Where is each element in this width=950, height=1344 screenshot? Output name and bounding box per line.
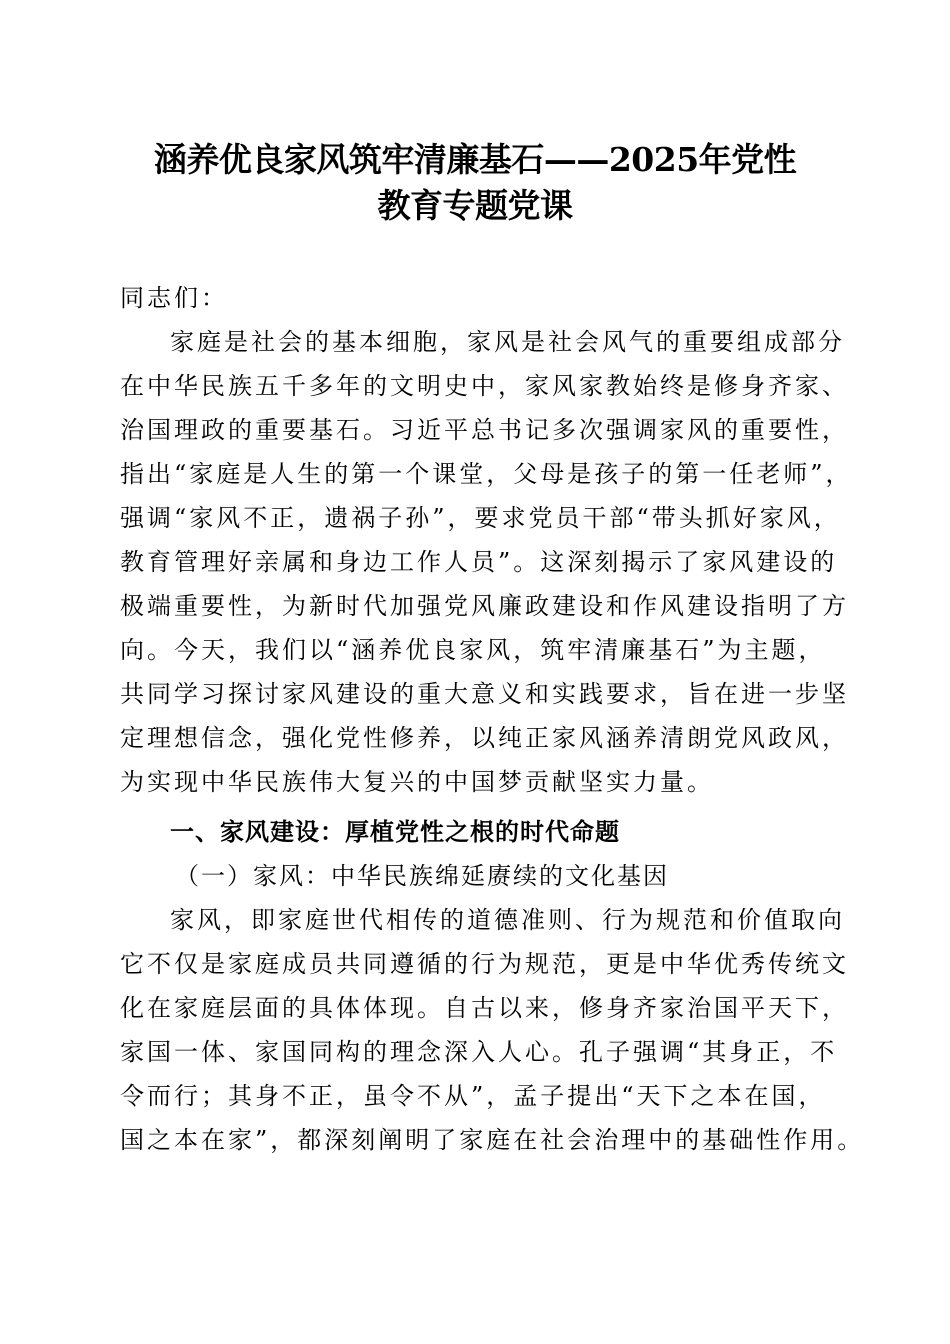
paragraph-1-line: 治国理政的重要基石。习近平总书记多次强调家风的重要性，	[120, 416, 849, 444]
paragraph-2-line: 国之本在家”，都深刻阐明了家庭在社会治理中的基础性作用。	[120, 1126, 865, 1154]
paragraph-1-line: 强调“家风不正，遗祸子孙”，要求党员干部“带头抓好家风，	[120, 504, 841, 532]
paragraph-1-line: 在中华民族五千多年的文明史中，家风家教始终是修身齐家、	[120, 372, 849, 400]
paragraph-1-line: 定理想信念，强化党性修养，以纯正家风涵养清朗党风政风，	[120, 724, 849, 752]
document-title-line-2: 教育专题党课	[377, 186, 573, 225]
paragraph-1-line: 极端重要性，为新时代加强党风廉政建设和作风建设指明了方	[120, 592, 849, 620]
paragraph-2-line: 家风，即家庭世代相传的道德准则、行为规范和价值取向	[170, 906, 845, 934]
paragraph-2-line: 家国一体、家国同构的理念深入人心。孔子强调“其身正，不	[120, 1038, 838, 1066]
subsection-1-heading: （一）家风：中华民族绵延赓续的文化基因	[175, 862, 669, 890]
paragraph-1-line: 教育管理好亲属和身边工作人员”。这深刻揭示了家风建设的	[120, 548, 838, 576]
salutation: 同志们：	[120, 284, 228, 312]
paragraph-2-line: 它不仅是家庭成员共同遵循的行为规范，更是中华优秀传统文	[120, 950, 849, 978]
paragraph-1-line: 指出“家庭是人生的第一个课堂，父母是孩子的第一任老师”，	[120, 460, 853, 488]
paragraph-1-line: 为实现中华民族伟大复兴的中国梦贡献坚实力量。	[120, 768, 714, 796]
paragraph-2-line: 令而行；其身不正，虽令不从”，孟子提出“天下之本在国，	[120, 1082, 826, 1110]
section-1-heading: 一、家风建设：厚植党性之根的时代命题	[170, 818, 620, 846]
paragraph-1-line: 家庭是社会的基本细胞，家风是社会风气的重要组成部分	[170, 328, 845, 356]
paragraph-2-line: 化在家庭层面的具体体现。自古以来，修身齐家治国平天下，	[120, 994, 849, 1022]
paragraph-1-line: 共同学习探讨家风建设的重大意义和实践要求，旨在进一步坚	[120, 680, 849, 708]
document-title-line-1: 涵养优良家风筑牢清廉基石——2025年党性	[153, 140, 797, 179]
paragraph-1-line: 向。今天，我们以“涵养优良家风，筑牢清廉基石”为主题，	[120, 636, 826, 664]
